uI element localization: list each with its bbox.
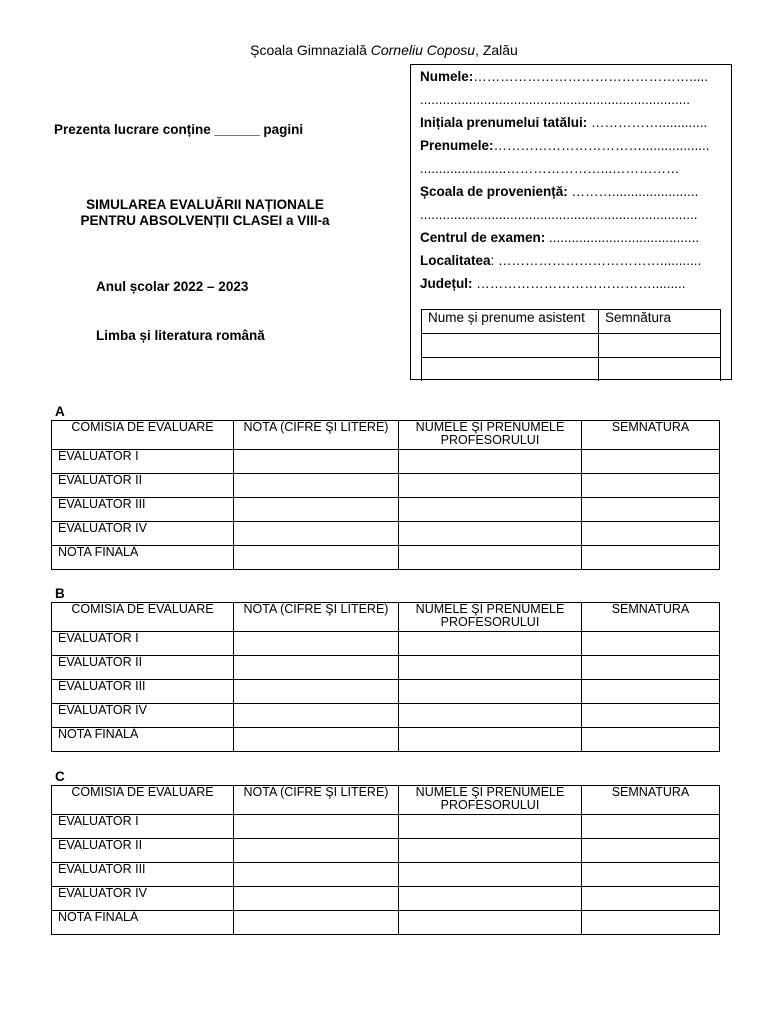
entry-cell[interactable] xyxy=(582,656,720,680)
entry-cell[interactable] xyxy=(399,887,582,911)
row-label: EVALUATOR I xyxy=(52,632,234,656)
asistent-name-cell[interactable] xyxy=(422,358,599,382)
table-row xyxy=(52,887,720,911)
table-row xyxy=(52,656,720,680)
asistent-sign-cell[interactable] xyxy=(599,358,721,382)
school-name: Corneliu Coposu xyxy=(370,42,476,58)
asistent-table xyxy=(421,309,721,381)
entry-cell[interactable] xyxy=(234,450,399,474)
entry-cell[interactable] xyxy=(399,815,582,839)
pages-note: Prezenta lucrare conține ______ pagini xyxy=(54,122,304,137)
entry-cell[interactable] xyxy=(399,522,582,546)
entry-cell[interactable] xyxy=(582,839,720,863)
scoala-field-cont[interactable]: .......................................................................... xyxy=(420,207,698,222)
row-label: NOTA FINALĂ xyxy=(52,546,234,570)
entry-cell[interactable] xyxy=(399,656,582,680)
column-header: COMISIA DE EVALUARE xyxy=(52,603,234,632)
entry-cell[interactable] xyxy=(582,863,720,887)
school-year: Anul școlar 2022 – 2023 xyxy=(96,279,249,294)
table-row xyxy=(52,728,720,752)
column-header: COMISIA DE EVALUARE xyxy=(52,421,234,450)
row-label: EVALUATOR III xyxy=(52,680,234,704)
entry-cell[interactable] xyxy=(399,632,582,656)
school-suffix: , Zalău xyxy=(475,42,518,58)
entry-cell[interactable] xyxy=(582,815,720,839)
table-row xyxy=(52,863,720,887)
column-header: SEMNATURA xyxy=(582,421,720,450)
localitatea-field[interactable]: Localitatea: ………………………………........... xyxy=(420,253,702,268)
column-header: NOTA (CIFRE ŞI LITERE) xyxy=(234,786,399,815)
entry-cell[interactable] xyxy=(234,815,399,839)
entry-cell[interactable] xyxy=(582,546,720,570)
initiala-field[interactable]: Inițiala prenumelui tatălui: ……………............. xyxy=(420,115,708,130)
row-label: EVALUATOR II xyxy=(52,656,234,680)
entry-cell[interactable] xyxy=(234,839,399,863)
row-label: EVALUATOR IV xyxy=(52,522,234,546)
entry-cell[interactable] xyxy=(399,680,582,704)
candidate-id-box xyxy=(410,64,732,380)
semnatura-header: Semnătura xyxy=(599,310,721,334)
asistent-header: Nume și prenume asistent xyxy=(422,310,599,334)
row-label: EVALUATOR II xyxy=(52,474,234,498)
entry-cell[interactable] xyxy=(234,704,399,728)
table-row xyxy=(52,632,720,656)
row-label: EVALUATOR IV xyxy=(52,704,234,728)
row-label: EVALUATOR II xyxy=(52,839,234,863)
exam-title-line2: PENTRU ABSOLVENȚII CLASEI a VIII-a xyxy=(80,213,330,228)
entry-cell[interactable] xyxy=(582,632,720,656)
entry-cell[interactable] xyxy=(582,911,720,935)
centru-field[interactable]: Centrul de examen: ........................................ xyxy=(420,230,700,245)
entry-cell[interactable] xyxy=(582,887,720,911)
entry-cell[interactable] xyxy=(399,474,582,498)
table-row xyxy=(52,839,720,863)
entry-cell[interactable] xyxy=(234,728,399,752)
entry-cell[interactable] xyxy=(234,522,399,546)
subject: Limba și literatura română xyxy=(96,328,265,343)
evaluation-table-a xyxy=(51,420,720,570)
entry-cell[interactable] xyxy=(399,546,582,570)
row-label: EVALUATOR I xyxy=(52,815,234,839)
entry-cell[interactable] xyxy=(399,704,582,728)
entry-cell[interactable] xyxy=(234,863,399,887)
table-row xyxy=(52,546,720,570)
table-row xyxy=(52,450,720,474)
evaluation-table-b xyxy=(51,602,720,752)
table-row xyxy=(52,911,720,935)
asistent-sign-cell[interactable] xyxy=(599,334,721,358)
evaluation-table-c xyxy=(51,785,720,935)
column-header: COMISIA DE EVALUARE xyxy=(52,786,234,815)
column-header: NOTA (CIFRE ŞI LITERE) xyxy=(234,421,399,450)
entry-cell[interactable] xyxy=(399,450,582,474)
table-row xyxy=(52,522,720,546)
entry-cell[interactable] xyxy=(234,498,399,522)
entry-cell[interactable] xyxy=(234,632,399,656)
column-header: NOTA (CIFRE ŞI LITERE) xyxy=(234,603,399,632)
entry-cell[interactable] xyxy=(399,911,582,935)
row-label: EVALUATOR IV xyxy=(52,887,234,911)
prenumele-field-cont[interactable]: .......................…………………...…………… xyxy=(420,161,680,176)
entry-cell[interactable] xyxy=(582,680,720,704)
entry-cell[interactable] xyxy=(582,704,720,728)
entry-cell[interactable] xyxy=(399,728,582,752)
table-row xyxy=(52,474,720,498)
table-row xyxy=(52,704,720,728)
numele-field-cont[interactable]: ........................................................................ xyxy=(420,92,691,107)
row-label: NOTA FINALĂ xyxy=(52,728,234,752)
judetul-field[interactable]: Județul: …………………………………......... xyxy=(420,276,686,291)
exam-title-line1: SIMULAREA EVALUĂRII NAȚIONALE xyxy=(86,197,324,212)
table-row xyxy=(52,680,720,704)
table-row xyxy=(52,498,720,522)
entry-cell[interactable] xyxy=(234,887,399,911)
prenumele-field[interactable]: Prenumele:…………………………….................. xyxy=(420,138,710,153)
section-label-c: C xyxy=(55,769,65,784)
row-label: NOTA FINALĂ xyxy=(52,911,234,935)
school-prefix: Școala Gimnazială xyxy=(250,42,371,58)
entry-cell[interactable] xyxy=(399,839,582,863)
entry-cell[interactable] xyxy=(234,656,399,680)
entry-cell[interactable] xyxy=(234,911,399,935)
section-label-a: A xyxy=(55,404,65,419)
entry-cell[interactable] xyxy=(582,498,720,522)
row-label: EVALUATOR I xyxy=(52,450,234,474)
school-header xyxy=(0,42,768,58)
numele-field[interactable]: Numele:…………………………………………..... xyxy=(420,69,709,84)
entry-cell[interactable] xyxy=(234,474,399,498)
row-label: EVALUATOR III xyxy=(52,498,234,522)
entry-cell[interactable] xyxy=(399,498,582,522)
entry-cell[interactable] xyxy=(399,863,582,887)
entry-cell[interactable] xyxy=(582,450,720,474)
asistent-name-cell[interactable] xyxy=(422,334,599,358)
exam-title xyxy=(40,197,370,229)
entry-cell[interactable] xyxy=(582,474,720,498)
column-header: NUMELE ŞI PRENUMELE PROFESORULUI xyxy=(399,421,582,450)
column-header: SEMNATURA xyxy=(582,786,720,815)
table-row xyxy=(52,815,720,839)
section-label-b: B xyxy=(55,586,65,601)
entry-cell[interactable] xyxy=(234,680,399,704)
entry-cell[interactable] xyxy=(582,728,720,752)
column-header: NUMELE ŞI PRENUMELE PROFESORULUI xyxy=(399,603,582,632)
row-label: EVALUATOR III xyxy=(52,863,234,887)
column-header: NUMELE ŞI PRENUMELE PROFESORULUI xyxy=(399,786,582,815)
entry-cell[interactable] xyxy=(234,546,399,570)
scoala-field[interactable]: Școala de proveniență: ………....................... xyxy=(420,184,699,199)
column-header: SEMNATURA xyxy=(582,603,720,632)
entry-cell[interactable] xyxy=(582,522,720,546)
